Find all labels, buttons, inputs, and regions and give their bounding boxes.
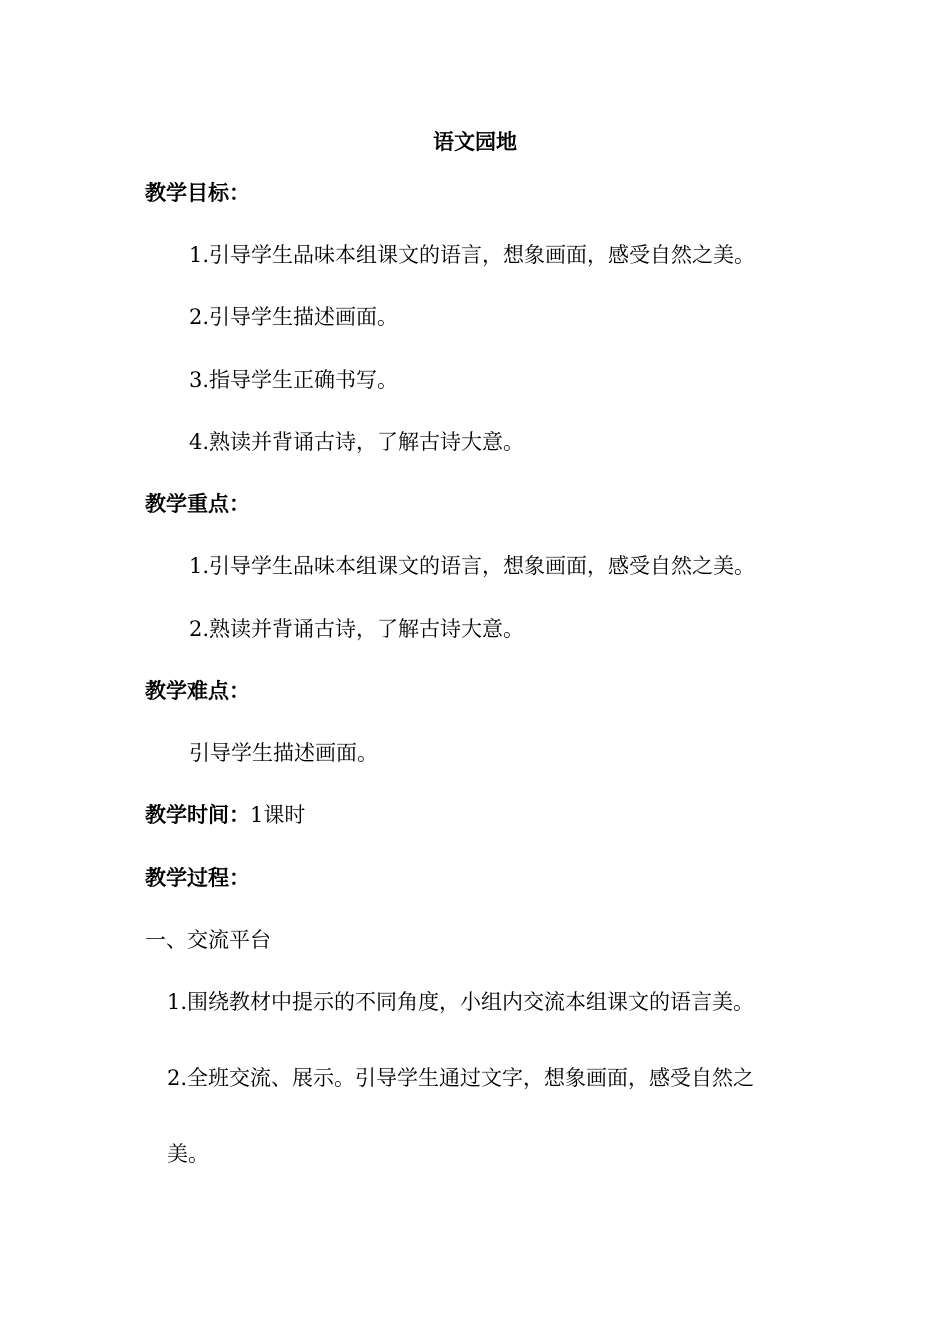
difficulties-heading: 教学难点： [145,679,250,703]
key-points-heading: 教学重点： [145,492,250,516]
objective-item: 3.指导学生正确书写。 [189,368,399,392]
section-item: 2.全班交流、展示。引导学生通过文字，想象画面，感受自然之 [167,1066,755,1090]
objective-item: 4.熟读并背诵古诗，了解古诗大意。 [189,430,525,454]
time-line [145,801,305,829]
section-item: 1.围绕教材中提示的不同角度，小组内交流本组课文的语言美。 [167,990,755,1014]
process-heading: 教学过程： [145,866,250,890]
key-point-item: 2.熟读并背诵古诗，了解古诗大意。 [189,617,525,641]
difficulty-text: 引导学生描述画面。 [189,741,378,765]
section-item-continuation: 美。 [167,1142,209,1166]
objective-item: 2.引导学生描述画面。 [189,305,399,329]
time-value: 1课时 [250,803,306,827]
section-title: 一、交流平台 [145,928,271,952]
objectives-heading: 教学目标： [145,181,250,205]
objective-item: 1.引导学生品味本组课文的语言，想象画面，感受自然之美。 [189,243,756,267]
key-point-item: 1.引导学生品味本组课文的语言，想象画面，感受自然之美。 [189,554,756,578]
time-heading: 教学时间： [145,803,250,827]
document-title: 语文园地 [433,130,517,154]
